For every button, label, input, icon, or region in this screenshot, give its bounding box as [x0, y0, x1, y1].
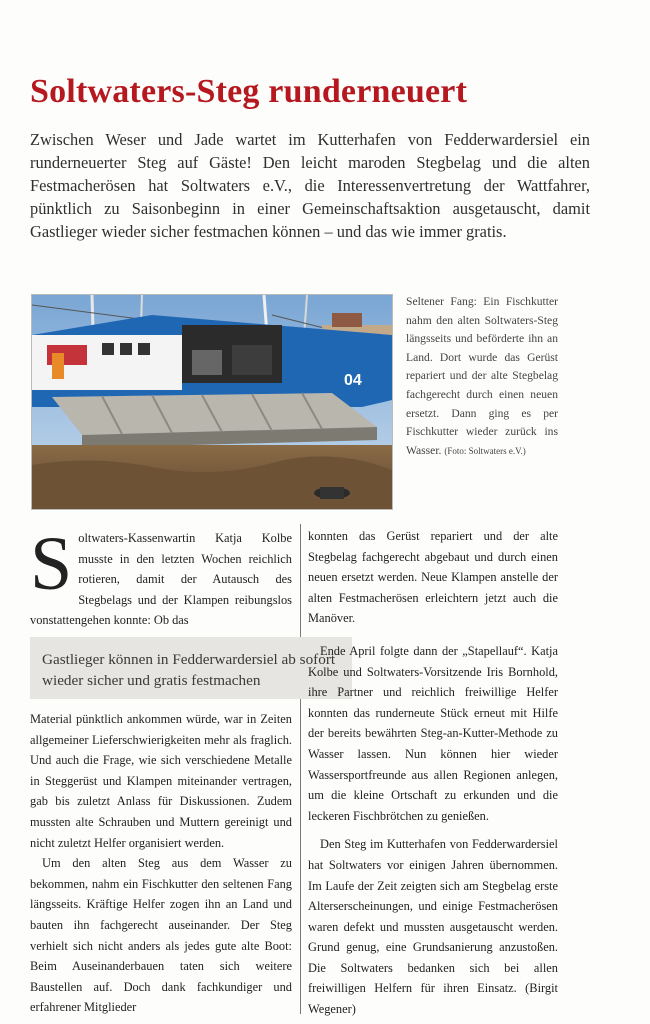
body-paragraph-6 [308, 834, 558, 1019]
author-credit: (Birgit Wegener) [308, 981, 558, 1017]
body-column-left-top [30, 522, 292, 631]
drop-cap: S [30, 522, 73, 606]
body-column-right [308, 526, 558, 1020]
body-paragraph-1-text: oltwaters-Kassenwartin Katja Kolbe musste in den letzten Wochen reichlich rotieren, damit der Autausch des Stegbelags und der Klampen reibungslos vonstattengehen konnte: Ob das [30, 531, 292, 628]
body-column-left-bottom [30, 709, 292, 1018]
body-paragraph-5: Ende April folgte dann der „Stapellauf“. Katja Kolbe und Soltwaters-Vorsitzende Iris Bornhold, ihre Partner und reichlich freiwillige Helfer konnten das runderneute Stück erneut mit Hilfe der bereits bewährten Steg-an-Kutter-Methode zu Wasser lassen. Nun können hier wieder Wassersportfreunde aus allen Regionen anlegen, um die kleine Ortschaft zu erkunden und die leckeren Fischbrötchen zu genießen. [308, 643, 558, 823]
pullquote-text: Gastlieger können in Fedderwardersiel ab sofort wieder sicher und gratis festmachen [42, 651, 336, 689]
body-paragraph-4: konnten das Gerüst repariert und der alte Stegbelag fachgerecht abgebaut und durch einen neuen ersetzt werden. Neue Klampen anstelle der alten Festmacherösen erleichtern jetzt auch die Manöver. [308, 529, 558, 626]
article-title: Soltwaters-Steg runderneuert [30, 72, 468, 110]
photo-credit: (Foto: Soltwaters e.V.) [444, 445, 526, 456]
body-paragraph-3: Um den alten Steg aus dem Wasser zu bekommen, nahm ein Fischkutter den seltenen Fang längsseits. Kräftige Helfer zogen ihn an Land und bauten ihn fachgerecht auseinander. Der Steg verhielt sich nicht anders als jedes gute alte Boot: Beim Auseinanderbauen taten sich weitere Baustellen auf. Doch dank fachkundiger und erfahrener Mitglieder [30, 856, 292, 1015]
body-paragraph-1 [30, 522, 292, 631]
photo-caption [406, 293, 558, 460]
article-lead: Zwischen Weser und Jade wartet im Kutterhafen von Fedderwardersiel ein runderneuerter Steg auf Gäste! Den leicht maroden Stegbelag und die alten Festmacherösen hat Soltwaters e.V., die Interessenvertretung der Wattfahrer, pünktlich zu Saisonbeginn in einer Gemeinschaftsaktion ausgetauscht, damit Gastlieger wieder sicher festmachen können – und das wie immer gratis. [30, 130, 590, 241]
body-paragraph-6-text: Den Steg im Kutterhafen von Fedderwardersiel hat Soltwaters vor einigen Jahren übernommen. Im Laufe der Zeit zeigten sich am Stegbelag erste Alterserscheinungen, und einige Festmacherösen waren defekt und mussten ausgetauscht werden. Grund genug, eine Grundsanierung anzustoßen. Die Soltwaters bedanken sich bei allen freiwilligen Helfern für ihren Einsatz. [308, 837, 558, 996]
body-paragraph-2: Material pünktlich ankommen würde, war in Zeiten allgemeiner Lieferschwierigkeiten mehr als fraglich. Und auch die Frage, wie sich verschiedene Metalle in Steggerüst und Klampen miteinander vertragen, gab bis zuletzt Anlass für Diskussionen. Zudem mussten alte Schrauben und Muttern gereinigt und nicht zuletzt Helfer organisiert werden. [30, 712, 292, 850]
boat-number: 04 [344, 372, 362, 389]
column-divider [300, 524, 301, 1014]
caption-text: Seltener Fang: Ein Fischkutter nahm den alten Soltwaters-Steg längsseits und beförderte ihn an Land. Dort wurde das Gerüst repariert und der alte Stegbelag fachgerecht durch einen neuen ersetzt. Dann ging es per Fischkutter wieder zurück ins Wasser. [406, 295, 558, 457]
harbor-photo [31, 294, 393, 510]
fishing-cutter-image [32, 295, 392, 509]
